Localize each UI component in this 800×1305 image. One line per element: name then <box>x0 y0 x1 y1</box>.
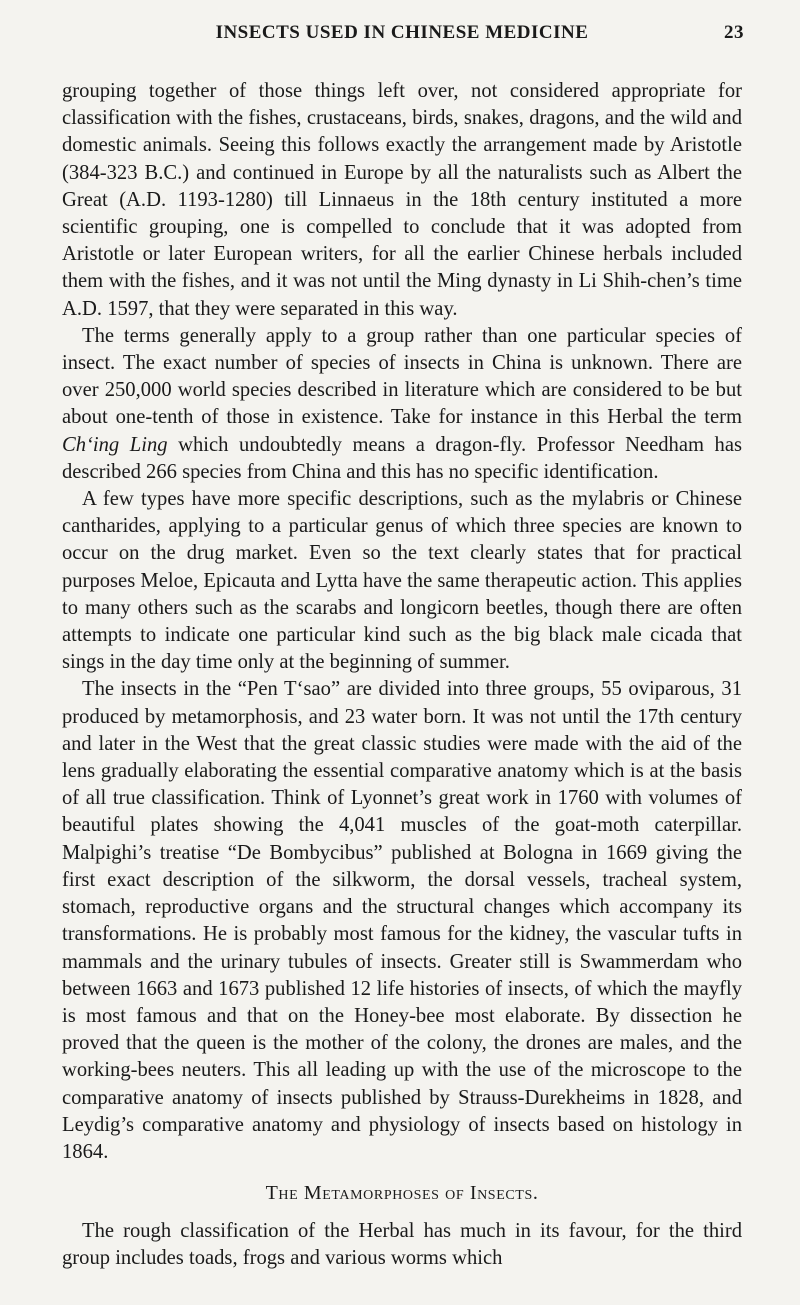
running-title: INSECTS USED IN CHINESE MEDICINE <box>215 22 589 43</box>
body-text <box>62 78 742 1166</box>
closing-text <box>62 1218 742 1272</box>
book-page <box>62 18 742 1273</box>
paragraph-2-text-before: The terms generally apply to a group rather than one particular species of insect. The exact number of species of insects in China is unknown. There are over 250,000 world species described in literature which are considered to be but about one-tenth of those in existence. Take for instance in this Herbal the term <box>62 324 742 429</box>
page-number: 23 <box>724 22 744 43</box>
running-head <box>62 18 742 52</box>
paragraph-2 <box>62 323 742 486</box>
paragraph-3: A few types have more specific descriptions, such as the mylabris or Chinese cantharides, applying to a particular genus of which three species are known to occur on the drug market. Even so the text clearly states that for practical purposes Meloe, Epicauta and Lytta have the same therapeutic action. This applies to many others such as the scarabs and longicorn beetles, though there are often attempts to indicate one particular kind such as the big black male cicada that sings in the day time only at the beginning of summer. <box>62 488 742 674</box>
paragraph-4: The insects in the “Pen T‘sao” are divided into three groups, 55 oviparous, 31 produced by metamorphosis, and 23 water born. It was not until the 17th century and later in the West that the great classic studies were made with the aid of the lens gradually elaborating the essential comparative anatomy which is at the basis of all true classification. Think of Lyonnet’s great work in 1760 with volumes of beautiful plates showing the 4,041 muscles of the goat-moth caterpillar. Malpighi’s treatise “De Bombycibus” published at Bologna in 1669 giving the first exact description of the silkworm, the dorsal vessels, tracheal system, stomach, reproductive organs and the structural changes which accompany its transformations. He is probably most famous for the kidney, the vascular tufts in mammals and the urinary tubules of insects. Greater still is Swammerdam who between 1663 and 1673 published 12 life histories of insects, of which the mayfly is most famous and that on the Honey-bee most elaborate. By dissection he proved that the queen is the mother of the colony, the drones are males, and the working-bees neuters. This all leading up with the use of the microscope to the comparative anatomy of insects published by Strauss-Durekheims in 1828, and Leydig’s comparative anatomy and physiology of insects based on histology in 1864. <box>62 678 742 1163</box>
section-heading: The Metamorphoses of Insects. <box>265 1182 539 1205</box>
paragraph-2-italic-term: Ch‘ing Ling <box>62 433 168 456</box>
paragraph-5: The rough classification of the Herbal has much in its favour, for the third group includes toads, frogs and various worms which <box>62 1220 742 1270</box>
paragraph-2-text-after: which undoubtedly means a dragon-fly. Professor Needham has described 266 species from China and this has no specific identification. <box>62 433 742 483</box>
paragraph-1: grouping together of those things left over, not considered appropriate for classification with the fishes, crustaceans, birds, snakes, dragons, and the wild and domestic animals. Seeing this follows exactly the arrangement made by Aristotle (384-323 B.C.) and continued in Europe by all the naturalists such as Albert the Great (A.D. 1193-1280) till Linnaeus in the 18th century instituted a more scientific grouping, one is compelled to conclude that it was adopted from Aristotle or later European writers, for all the earlier Chinese herbals included them with the fishes, and it was not until the Ming dynasty in Li Shih-chen’s time A.D. 1597, that they were separated in this way. <box>62 80 742 320</box>
